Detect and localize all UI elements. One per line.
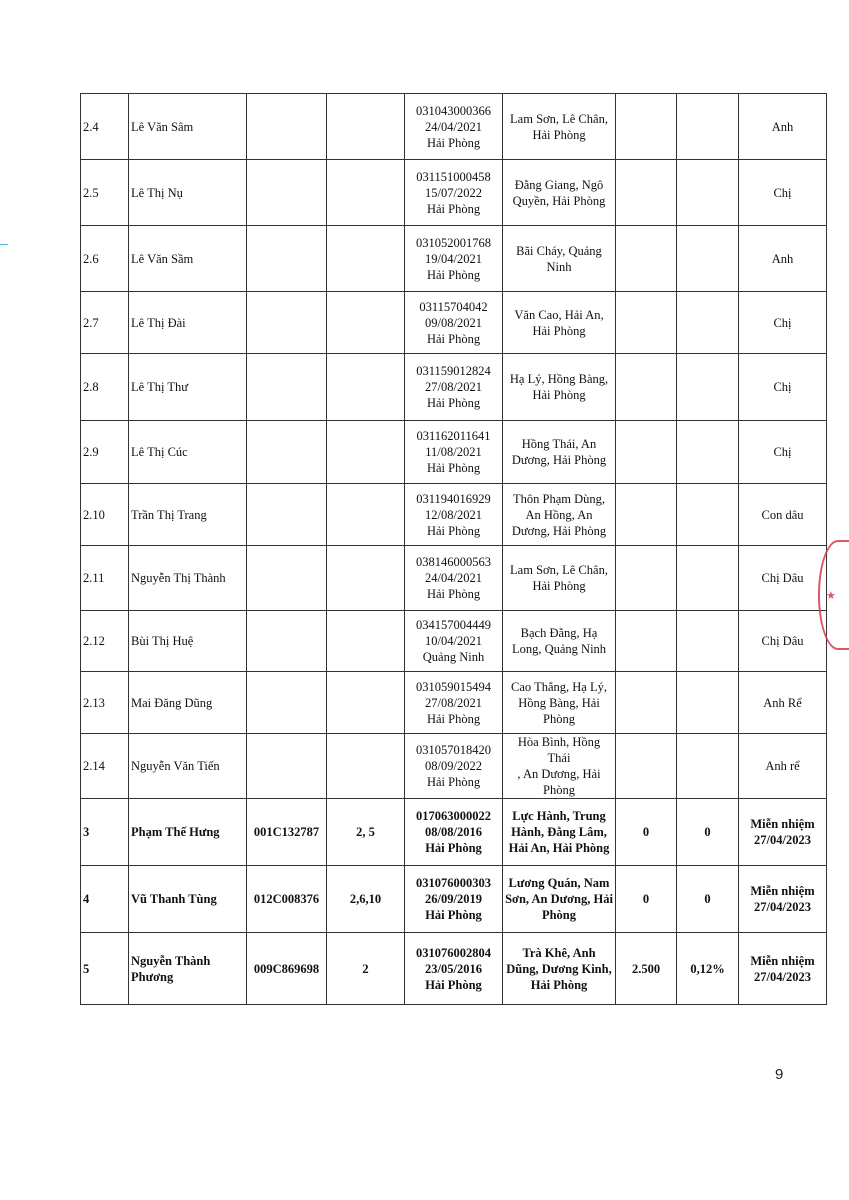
name-cell: Mai Đăng Dũng — [129, 672, 247, 734]
address-line: Hành, Đằng Lâm, — [511, 825, 607, 839]
address-cell — [503, 160, 616, 226]
red-stamp-fragment: ★ — [818, 540, 849, 650]
position-cell — [327, 292, 405, 354]
id-line: 15/07/2022 — [425, 185, 482, 200]
row-number-cell: 2.13 — [81, 672, 129, 734]
name-cell: Vũ Thanh Tùng — [129, 866, 247, 933]
id-line: 031076002804 — [416, 945, 491, 960]
percent-cell — [677, 734, 739, 799]
id-line: 03115704042 — [419, 299, 488, 314]
row-number-cell: 2.12 — [81, 611, 129, 672]
row-number-cell: 2.9 — [81, 421, 129, 484]
relation-cell: Anh — [739, 94, 827, 160]
id-cell — [405, 226, 503, 292]
position-cell — [327, 734, 405, 799]
row-number-cell: 2.6 — [81, 226, 129, 292]
position-cell — [327, 354, 405, 421]
position-cell — [327, 672, 405, 734]
id-cell — [405, 672, 503, 734]
row-number-cell: 2.5 — [81, 160, 129, 226]
id-line: 27/08/2021 — [425, 380, 482, 394]
relation-cell: Chị — [739, 421, 827, 484]
id-line: 031059015494 — [416, 679, 491, 694]
id-line: 09/08/2021 — [425, 315, 482, 330]
address-line: Hải Phòng — [532, 323, 586, 338]
address-line: Hồng Bàng, Hải — [518, 695, 600, 710]
table-row — [81, 672, 827, 734]
table-row — [81, 160, 827, 226]
trading-code-cell — [247, 421, 327, 484]
row-number-cell: 2.10 — [81, 484, 129, 546]
id-line: 031194016929 — [416, 491, 491, 506]
percent-cell — [677, 292, 739, 354]
name-cell: Phạm Thế Hưng — [129, 799, 247, 866]
id-line: Hải Phòng — [426, 711, 481, 726]
table-row — [81, 484, 827, 546]
id-line: 08/09/2022 — [425, 759, 482, 773]
address-cell — [503, 672, 616, 734]
table-row — [81, 354, 827, 421]
address-line: Bãi Cháy, Quảng — [516, 243, 602, 258]
row-number-cell: 2.8 — [81, 354, 129, 421]
trading-code-cell — [247, 546, 327, 611]
scan-edge-mark — [0, 244, 8, 245]
percent-cell — [677, 672, 739, 734]
shares-cell — [616, 546, 677, 611]
id-line: 038146000563 — [416, 555, 491, 569]
id-line: Quảng Ninh — [422, 650, 485, 664]
shares-cell — [616, 94, 677, 160]
table-row — [81, 94, 827, 160]
percent-cell: 0 — [677, 866, 739, 933]
percent-cell — [677, 160, 739, 226]
id-line: Hải Phòng — [425, 977, 482, 992]
id-line: 031052001768 — [416, 235, 491, 250]
trading-code-cell — [247, 611, 327, 672]
percent-cell — [677, 421, 739, 484]
id-cell — [405, 933, 503, 1005]
relation-cell: Chị — [739, 354, 827, 421]
address-line: Phòng — [543, 783, 575, 797]
id-line: 031076000303 — [416, 876, 491, 890]
id-line: Hải Phòng — [426, 587, 481, 601]
address-line: Hải Phòng — [532, 127, 586, 142]
address-line: Lam Sơn, Lê Chân, — [510, 111, 608, 126]
address-line: Lương Quán, Nam — [508, 876, 610, 890]
row-number-cell: 2.11 — [81, 546, 129, 611]
address-cell — [503, 226, 616, 292]
id-line: Hải Phòng — [426, 523, 481, 538]
position-cell — [327, 484, 405, 546]
address-line: Dũng, Dương Kinh, — [506, 961, 612, 976]
percent-cell — [677, 546, 739, 611]
address-cell — [503, 421, 616, 484]
trading-code-cell — [247, 292, 327, 354]
table-row — [81, 933, 827, 1005]
name-cell: Bùi Thị Huệ — [129, 611, 247, 672]
address-line: Dương, Hải Phòng — [511, 453, 607, 467]
shares-cell — [616, 354, 677, 421]
id-line: 12/08/2021 — [425, 507, 482, 522]
trading-code-cell — [247, 672, 327, 734]
percent-cell — [677, 354, 739, 421]
relation-cell: Anh rể — [739, 734, 827, 799]
position-cell — [327, 226, 405, 292]
address-line: , An Dương, Hải — [517, 767, 601, 781]
row-number-cell: 2.7 — [81, 292, 129, 354]
relation-cell: Anh — [739, 226, 827, 292]
id-line: 031151000458 — [416, 169, 491, 184]
percent-cell: 0 — [677, 799, 739, 866]
address-line: Đằng Giang, Ngô — [514, 177, 604, 192]
shares-cell — [616, 226, 677, 292]
position-cell: 2,6,10 — [327, 866, 405, 933]
address-cell — [503, 734, 616, 799]
name-cell: Lê Thị Nụ — [129, 160, 247, 226]
address-cell — [503, 94, 616, 160]
id-line: 031043000366 — [416, 103, 491, 118]
id-line: 26/09/2019 — [425, 892, 482, 906]
table-row — [81, 734, 827, 799]
address-line: Phòng — [543, 711, 575, 726]
position-cell — [327, 546, 405, 611]
trading-code-cell — [247, 160, 327, 226]
trading-code-cell — [247, 734, 327, 799]
address-line: Hạ Lý, Hồng Bàng, — [509, 372, 609, 386]
id-line: 034157004449 — [416, 618, 491, 632]
trading-code-cell — [247, 484, 327, 546]
address-line: Dương, Hải Phòng — [511, 523, 607, 538]
address-line: Quyền, Hải Phòng — [512, 193, 606, 208]
name-cell: Nguyễn Văn Tiến — [129, 734, 247, 799]
name-cell: Nguyễn Thành Phương — [129, 933, 247, 1005]
address-line: Hải Phòng — [532, 388, 586, 402]
id-line: Hải Phòng — [426, 775, 481, 789]
position-cell: 2, 5 — [327, 799, 405, 866]
id-cell — [405, 611, 503, 672]
id-line: 031159012824 — [416, 364, 491, 378]
table-row — [81, 546, 827, 611]
position-cell — [327, 160, 405, 226]
id-cell — [405, 94, 503, 160]
id-line: 19/04/2021 — [425, 251, 482, 266]
id-cell — [405, 160, 503, 226]
position-cell — [327, 421, 405, 484]
id-cell — [405, 484, 503, 546]
id-line: 11/08/2021 — [425, 445, 482, 459]
trading-code-cell — [247, 354, 327, 421]
trading-code-cell: 012C008376 — [247, 866, 327, 933]
address-cell — [503, 799, 616, 866]
shares-cell — [616, 292, 677, 354]
name-cell: Trần Thị Trang — [129, 484, 247, 546]
address-cell — [503, 866, 616, 933]
table-row — [81, 866, 827, 933]
shares-cell — [616, 421, 677, 484]
id-cell — [405, 734, 503, 799]
name-cell: Lê Thị Thư — [129, 354, 247, 421]
address-line: Thôn Phạm Dùng, — [512, 491, 605, 506]
table-body — [81, 94, 827, 1005]
id-cell — [405, 546, 503, 611]
row-number-cell: 4 — [81, 866, 129, 933]
id-line: 031162011641 — [416, 429, 491, 443]
shares-cell — [616, 672, 677, 734]
shares-cell: 0 — [616, 866, 677, 933]
address-cell — [503, 292, 616, 354]
address-line: Hải Phòng — [532, 579, 586, 593]
table-row — [81, 226, 827, 292]
id-line: 24/04/2021 — [425, 119, 482, 134]
relation-cell: Con dâu — [739, 484, 827, 546]
name-cell: Nguyễn Thị Thành — [129, 546, 247, 611]
table-row — [81, 799, 827, 866]
table-row — [81, 611, 827, 672]
table-row — [81, 292, 827, 354]
id-line: 017063000022 — [416, 809, 491, 823]
id-cell — [405, 421, 503, 484]
shares-cell — [616, 484, 677, 546]
address-line: Cao Thắng, Hạ Lý, — [511, 679, 607, 694]
shares-cell: 2.500 — [616, 933, 677, 1005]
trading-code-cell: 001C132787 — [247, 799, 327, 866]
relation-cell: Chị — [739, 160, 827, 226]
trading-code-cell: 009C869698 — [247, 933, 327, 1005]
percent-cell — [677, 611, 739, 672]
name-cell: Lê Văn Sâm — [129, 94, 247, 160]
percent-cell — [677, 226, 739, 292]
address-line: Hải An, Hải Phòng — [508, 841, 610, 855]
address-line: Phòng — [541, 908, 577, 922]
address-cell — [503, 611, 616, 672]
shares-cell: 0 — [616, 799, 677, 866]
position-cell: 2 — [327, 933, 405, 1005]
name-cell: Lê Thị Cúc — [129, 421, 247, 484]
percent-cell — [677, 94, 739, 160]
id-line: Hải Phòng — [425, 908, 482, 922]
id-line: Hải Phòng — [426, 267, 481, 282]
address-line: Bạch Đằng, Hạ — [520, 626, 598, 640]
address-line: Văn Cao, Hải An, — [514, 307, 604, 322]
relation-cell: Miễn nhiệm 27/04/2023 — [739, 933, 827, 1005]
id-line: 23/05/2016 — [425, 961, 482, 976]
row-number-cell: 2.4 — [81, 94, 129, 160]
address-line: An Hồng, An — [525, 507, 593, 522]
name-cell: Lê Thị Đài — [129, 292, 247, 354]
id-line: 031057018420 — [416, 743, 491, 757]
trading-code-cell — [247, 226, 327, 292]
address-cell — [503, 484, 616, 546]
address-line: Hòa Bình, Hồng Thái — [517, 735, 601, 765]
name-cell: Lê Văn Sầm — [129, 226, 247, 292]
shares-cell — [616, 734, 677, 799]
id-line: Hải Phòng — [426, 331, 481, 346]
relation-cell: Chị Dâu — [739, 546, 827, 611]
address-line: Lực Hành, Trung — [512, 809, 606, 823]
address-cell — [503, 354, 616, 421]
relation-cell: Miễn nhiệm 27/04/2023 — [739, 799, 827, 866]
address-line: Hải Phòng — [530, 977, 588, 992]
row-number-cell: 3 — [81, 799, 129, 866]
address-line: Lam Sơn, Lê Chân, — [510, 563, 608, 577]
id-line: Hải Phòng — [426, 135, 481, 150]
id-line: Hải Phòng — [426, 396, 481, 410]
relation-cell: Chị Dâu — [739, 611, 827, 672]
id-line: Hải Phòng — [426, 201, 481, 216]
percent-cell: 0,12% — [677, 933, 739, 1005]
relation-cell: Miễn nhiệm 27/04/2023 — [739, 866, 827, 933]
id-line: 27/08/2021 — [425, 695, 482, 710]
position-cell — [327, 611, 405, 672]
relation-cell: Anh Rể — [739, 672, 827, 734]
table-row — [81, 421, 827, 484]
row-number-cell: 5 — [81, 933, 129, 1005]
id-line: 24/04/2021 — [425, 571, 482, 585]
position-cell — [327, 94, 405, 160]
address-line: Ninh — [546, 259, 572, 274]
trading-code-cell — [247, 94, 327, 160]
shares-cell — [616, 160, 677, 226]
page-number: 9 — [775, 1066, 784, 1083]
address-line: Long, Quảng Ninh — [511, 642, 607, 656]
row-number-cell: 2.14 — [81, 734, 129, 799]
id-cell — [405, 292, 503, 354]
id-line: 08/08/2016 — [425, 825, 482, 839]
shareholder-table — [80, 93, 827, 1005]
id-cell — [405, 354, 503, 421]
id-cell — [405, 799, 503, 866]
address-cell — [503, 933, 616, 1005]
address-line: Sơn, An Dương, Hải — [505, 892, 613, 906]
address-cell — [503, 546, 616, 611]
address-line: Hồng Thái, An — [521, 437, 597, 451]
relation-cell: Chị — [739, 292, 827, 354]
shares-cell — [616, 611, 677, 672]
id-cell — [405, 866, 503, 933]
address-line: Trà Khê, Anh — [522, 945, 596, 960]
percent-cell — [677, 484, 739, 546]
id-line: Hải Phòng — [425, 841, 482, 855]
id-line: 10/04/2021 — [425, 634, 482, 648]
id-line: Hải Phòng — [426, 461, 481, 475]
